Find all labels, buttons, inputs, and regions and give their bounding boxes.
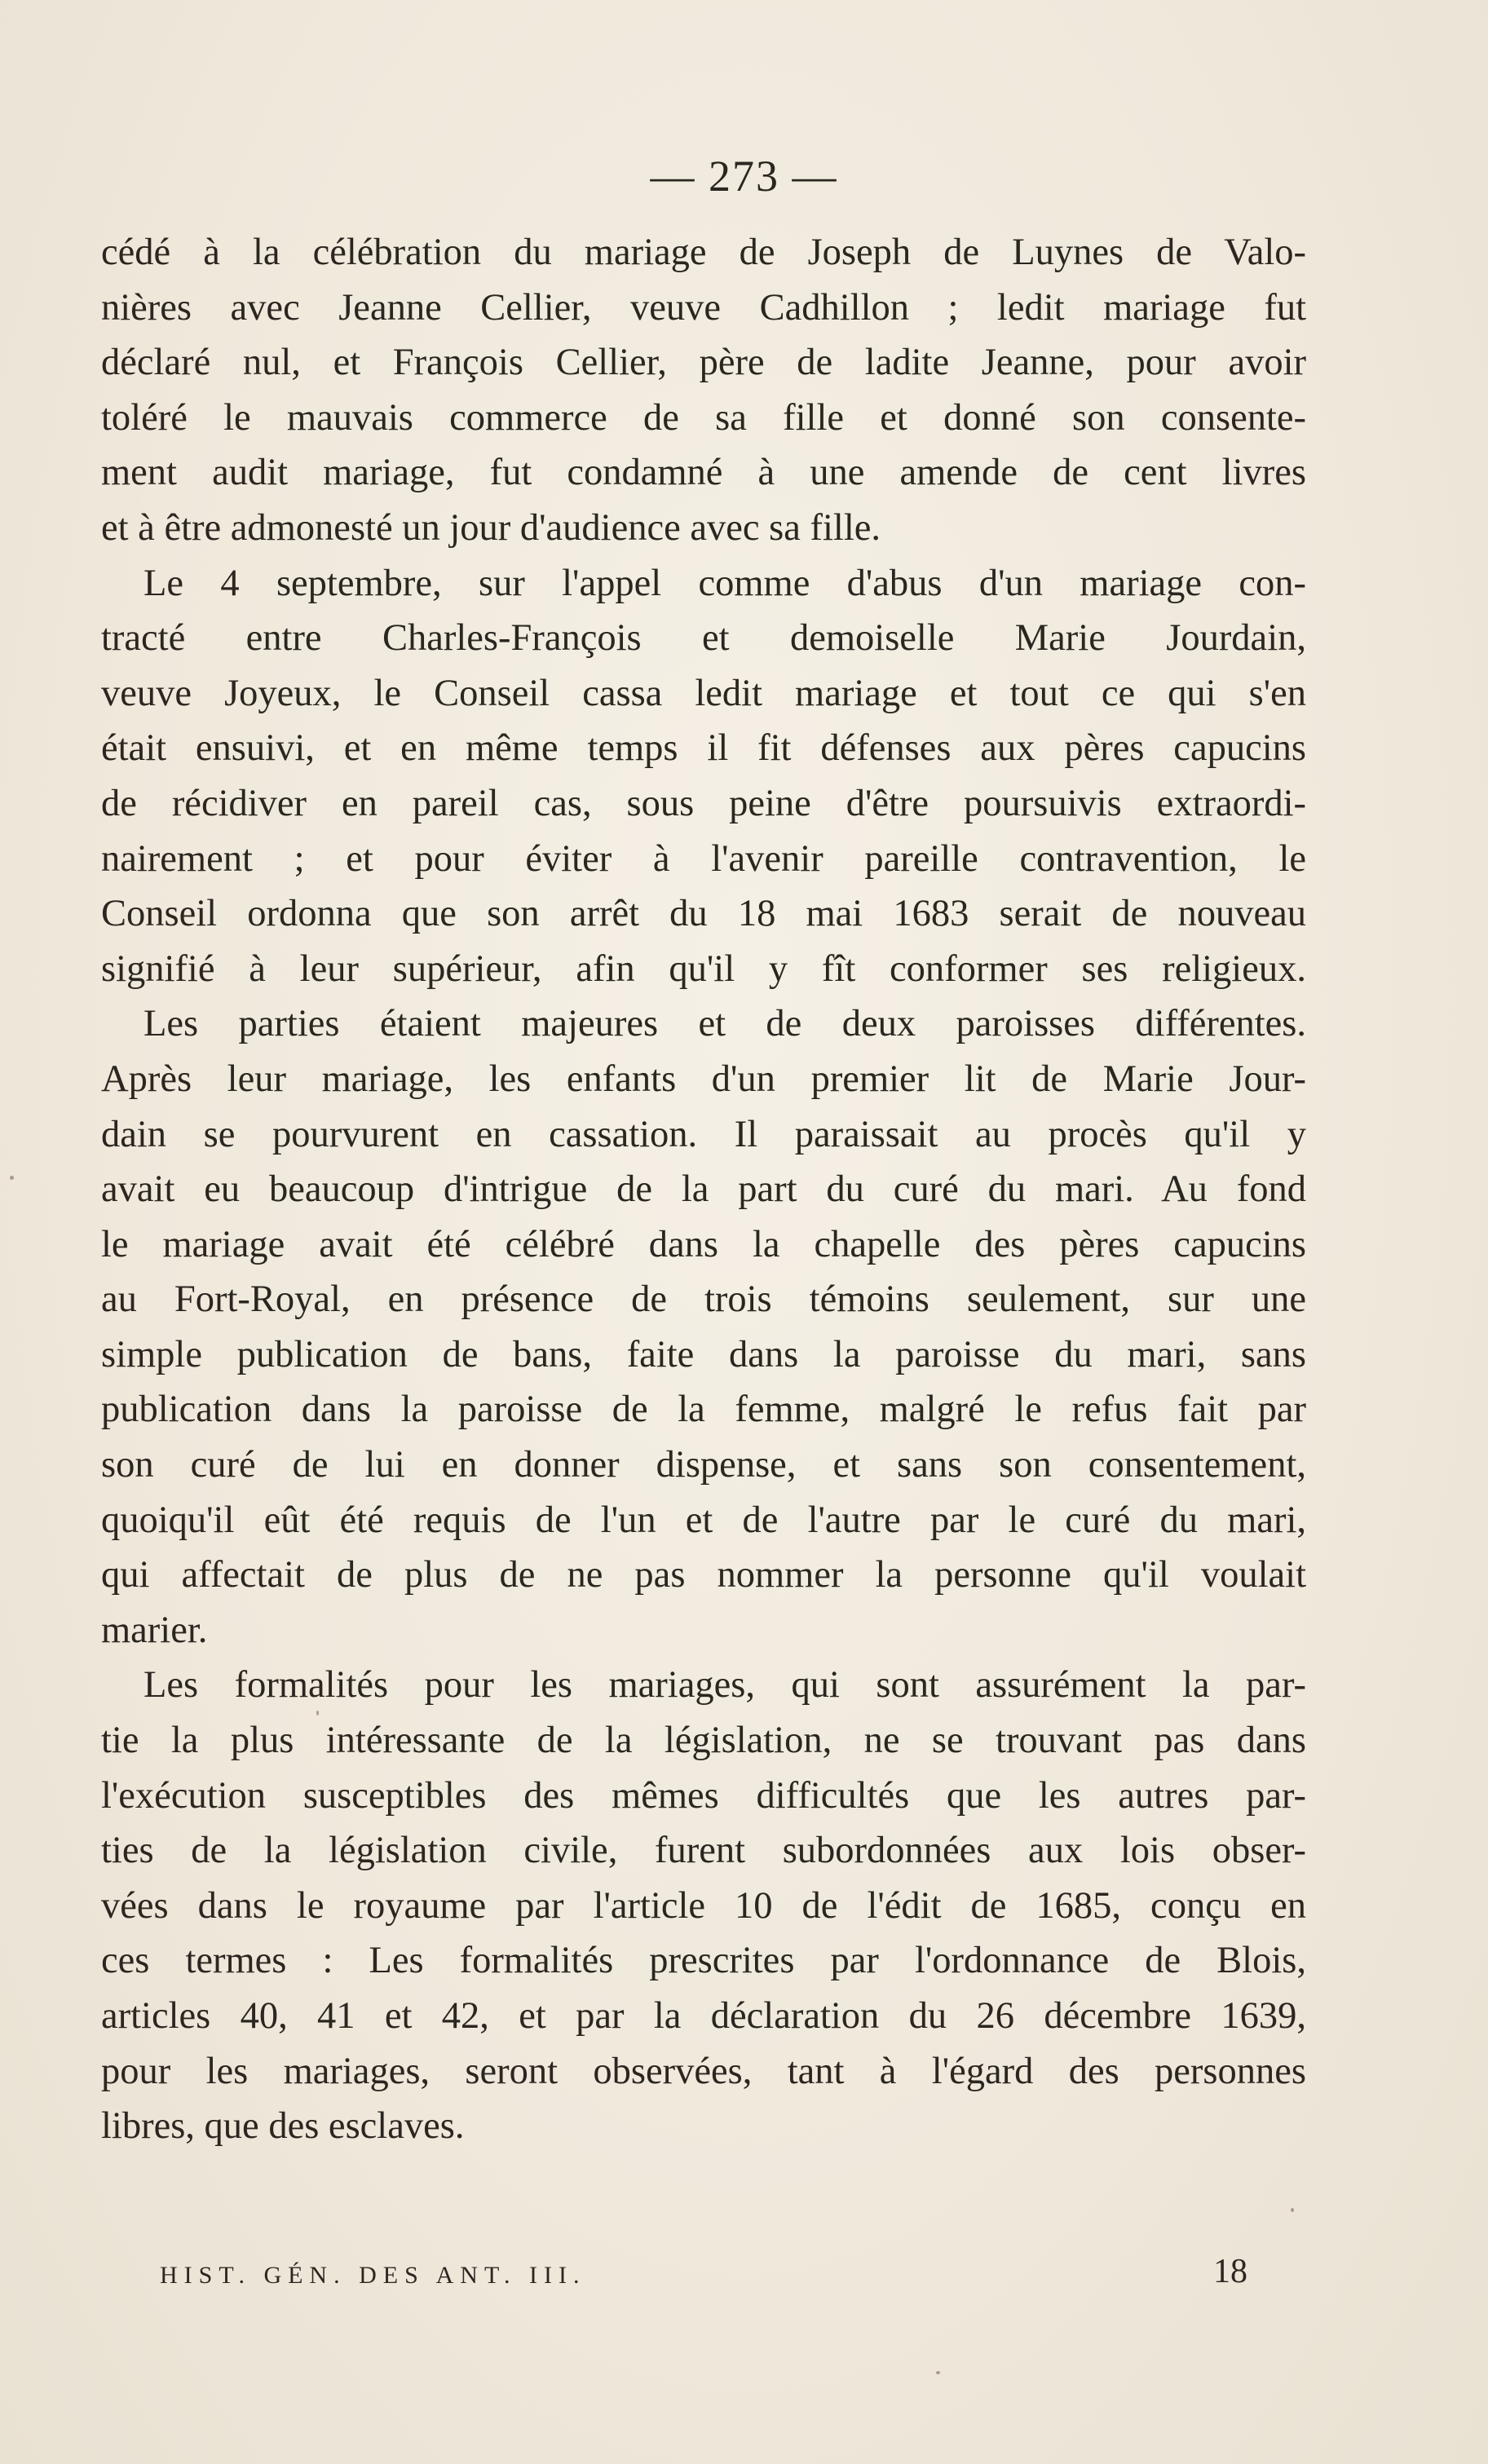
main-text bbox=[101, 225, 1306, 2154]
text-line: nières avec Jeanne Cellier, veuve Cadhillon ; ledit mariage fut bbox=[101, 286, 1306, 329]
page-number: — 273 — bbox=[650, 152, 838, 201]
text-line: Le 4 septembre, sur l'appel comme d'abus d'un mariage con- bbox=[144, 562, 1306, 604]
text-line: de récidiver en pareil cas, sous peine d'être poursuivis extraordi- bbox=[101, 782, 1306, 824]
text-line: pour les mariages, seront observées, tant à l'égard des personnes bbox=[101, 2050, 1306, 2092]
paragraph-4 bbox=[101, 1658, 1306, 2153]
page-footer bbox=[101, 2252, 1306, 2301]
text-line: vées dans le royaume par l'article 10 de l'édit de 1685, conçu en bbox=[101, 1884, 1306, 1927]
text-line: déclaré nul, et François Cellier, père de ladite Jeanne, pour avoir bbox=[101, 342, 1306, 384]
text-line: ces termes : Les formalités prescrites par l'ordonnance de Blois, bbox=[101, 1940, 1306, 1982]
text-line: veuve Joyeux, le Conseil cassa ledit mariage et tout ce qui s'en bbox=[101, 672, 1306, 714]
text-line: était ensuivi, et en même temps il fit défenses aux pères capucins bbox=[101, 727, 1306, 770]
text-line: dain se pourvurent en cassation. Il paraissait au procès qu'il y bbox=[101, 1113, 1306, 1155]
paper-speck bbox=[316, 1711, 319, 1716]
text-line: Après leur mariage, les enfants d'un premier lit de Marie Jour- bbox=[101, 1058, 1306, 1100]
text-line: signifié à leur supérieur, afin qu'il y fît conformer ses religieux. bbox=[101, 947, 1306, 990]
text-line: son curé de lui en donner dispense, et sans son consentement, bbox=[101, 1444, 1306, 1486]
text-line: quoiqu'il eût été requis de l'un et de l'autre par le curé du mari, bbox=[101, 1499, 1306, 1541]
text-line: qui affectait de plus de ne pas nommer la personne qu'il voulait bbox=[101, 1554, 1306, 1596]
paper-speck bbox=[10, 1176, 14, 1180]
sheet-number: 18 bbox=[1213, 2253, 1247, 2290]
text-line: Les formalités pour les mariages, qui sont assurément la par- bbox=[144, 1664, 1306, 1707]
text-line: Les parties étaient majeures et de deux paroisses différentes. bbox=[144, 1003, 1306, 1045]
text-line: nairement ; et pour éviter à l'avenir pareille contravention, le bbox=[101, 837, 1306, 880]
text-line: et à être admonesté un jour d'audience avec sa fille. bbox=[101, 506, 881, 549]
text-line: simple publication de bans, faite dans la paroisse du mari, sans bbox=[101, 1333, 1306, 1376]
text-line: au Fort-Royal, en présence de trois témoins seulement, sur une bbox=[101, 1278, 1306, 1321]
text-line: toléré le mauvais commerce de sa fille et donné son consente- bbox=[101, 396, 1306, 439]
text-line: libres, que des esclaves. bbox=[101, 2105, 465, 2148]
text-line: publication dans la paroisse de la femme, malgré le refus fait par bbox=[101, 1389, 1306, 1431]
text-line: tracté entre Charles-François et demoiselle Marie Jourdain, bbox=[101, 617, 1306, 660]
paper-speck bbox=[1291, 2208, 1294, 2212]
text-line: avait eu beaucoup d'intrigue de la part du curé du mari. Au fond bbox=[101, 1168, 1306, 1211]
text-line: tie la plus intéressante de la législation, ne se trouvant pas dans bbox=[101, 1720, 1306, 1762]
text-line: l'exécution susceptibles des mêmes difficultés que les autres par- bbox=[101, 1774, 1306, 1817]
text-line: ties de la législation civile, furent subordonnées aux lois obser- bbox=[101, 1830, 1306, 1872]
text-line: marier. bbox=[101, 1609, 208, 1651]
text-line: Conseil ordonna que son arrêt du 18 mai 1683 serait de nouveau bbox=[101, 893, 1306, 935]
paragraph-1 bbox=[101, 225, 1306, 556]
text-line: articles 40, 41 et 42, et par la déclaration du 26 décembre 1639, bbox=[101, 1995, 1306, 2037]
text-line: ment audit mariage, fut condamné à une amende de cent livres bbox=[101, 452, 1306, 494]
paragraph-2 bbox=[101, 556, 1306, 997]
text-line: cédé à la célébration du mariage de Joseph de Luynes de Valo- bbox=[101, 232, 1306, 273]
text-line: le mariage avait été célébré dans la chapelle des pères capucins bbox=[101, 1223, 1306, 1265]
paper-speck bbox=[936, 2371, 940, 2374]
signature-mark: HIST. GÉN. DES ANT. III. bbox=[160, 2262, 586, 2289]
paragraph-3 bbox=[101, 996, 1306, 1658]
